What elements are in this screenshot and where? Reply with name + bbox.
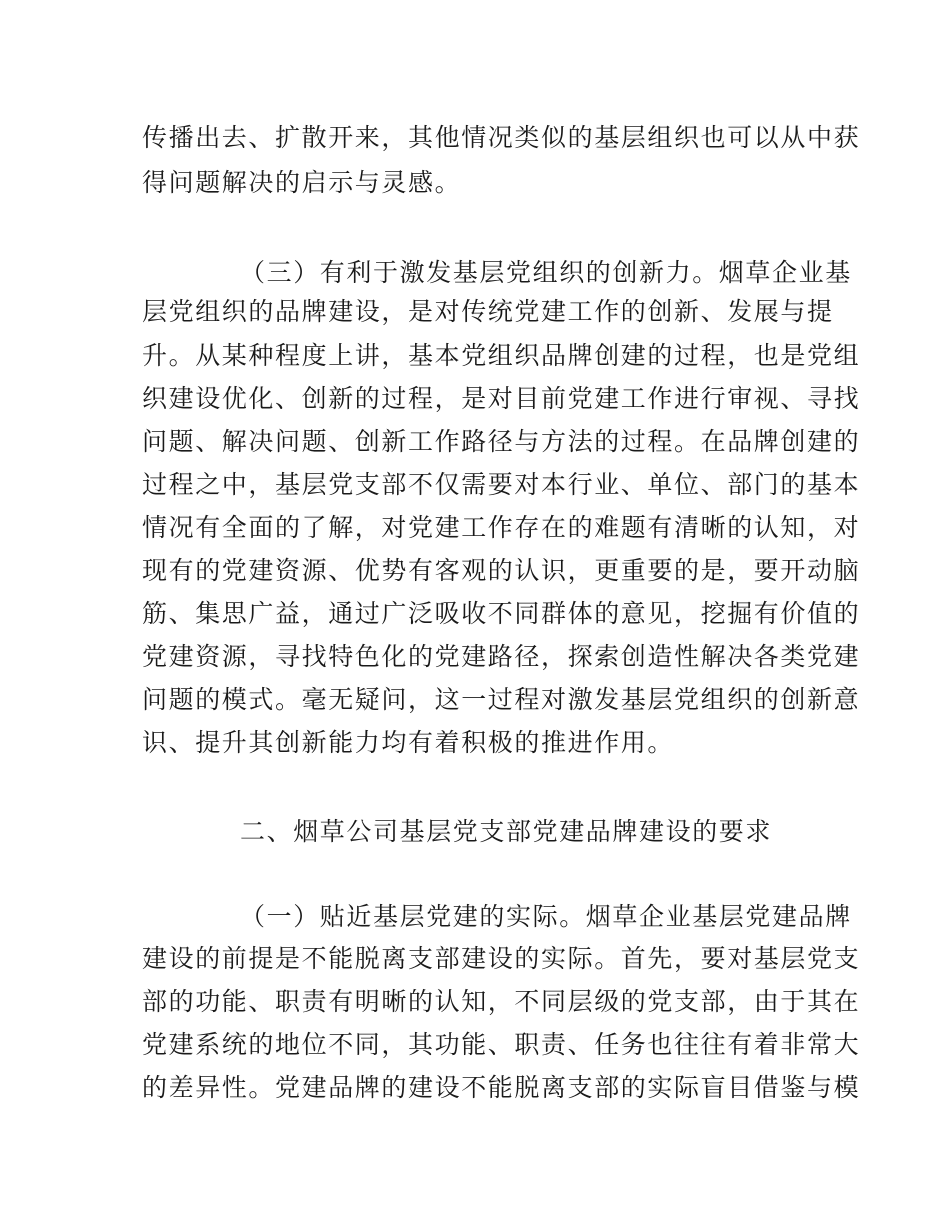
paragraph-2-line-5: 问题、解决问题、创新工作路径与方法的过程。在品牌创建的: [142, 427, 861, 456]
paragraph-1-line-2: 得问题解决的启示与灵感。: [142, 168, 462, 197]
paragraph-2-line-9: 筋、集思广益，通过广泛吸收不同群体的意见，挖掘有价值的: [142, 599, 861, 628]
paragraph-3-line-5: 的差异性。党建品牌的建设不能脱离支部的实际盲目借鉴与模: [142, 1073, 861, 1102]
paragraph-2-line-8: 现有的党建资源、优势有客观的认识，更重要的是，要开动脑: [142, 556, 861, 585]
paragraph-3-line-1: （一）贴近基层党建的实际。烟草企业基层党建品牌: [240, 902, 852, 931]
paragraph-2-line-6: 过程之中，基层党支部不仅需要对本行业、单位、部门的基本: [142, 470, 861, 499]
paragraph-2-line-10: 党建资源，寻找特色化的党建路径，探索创造性解决各类党建: [142, 642, 861, 671]
paragraph-2-line-2: 层党组织的品牌建设，是对传统党建工作的创新、发展与提: [142, 297, 834, 326]
paragraph-1-line-1: 传播出去、扩散开来，其他情况类似的基层组织也可以从中获: [142, 123, 861, 152]
section-heading: 二、烟草公司基层党支部党建品牌建设的要求: [240, 817, 773, 846]
paragraph-2-line-7: 情况有全面的了解，对党建工作存在的难题有清晰的认知，对: [142, 513, 861, 542]
paragraph-2-line-12: 识、提升其创新能力均有着积极的推进作用。: [142, 728, 675, 757]
paragraph-3-line-4: 党建系统的地位不同，其功能、职责、任务也往往有着非常大: [142, 1030, 861, 1059]
paragraph-3-line-2: 建设的前提是不能脱离支部建设的实际。首先，要对基层党支: [142, 944, 861, 973]
paragraph-2-line-4: 织建设优化、创新的过程，是对目前党建工作进行审视、寻找: [142, 384, 861, 413]
paragraph-3-line-3: 部的功能、职责有明晰的认知，不同层级的党支部，由于其在: [142, 987, 861, 1016]
paragraph-2-line-1: （三）有利于激发基层党组织的创新力。烟草企业基: [240, 258, 852, 287]
paragraph-2-line-3: 升。从某种程度上讲，基本党组织品牌创建的过程，也是党组: [142, 341, 861, 370]
paragraph-2-line-11: 问题的模式。毫无疑问，这一过程对激发基层党组织的创新意: [142, 685, 861, 714]
